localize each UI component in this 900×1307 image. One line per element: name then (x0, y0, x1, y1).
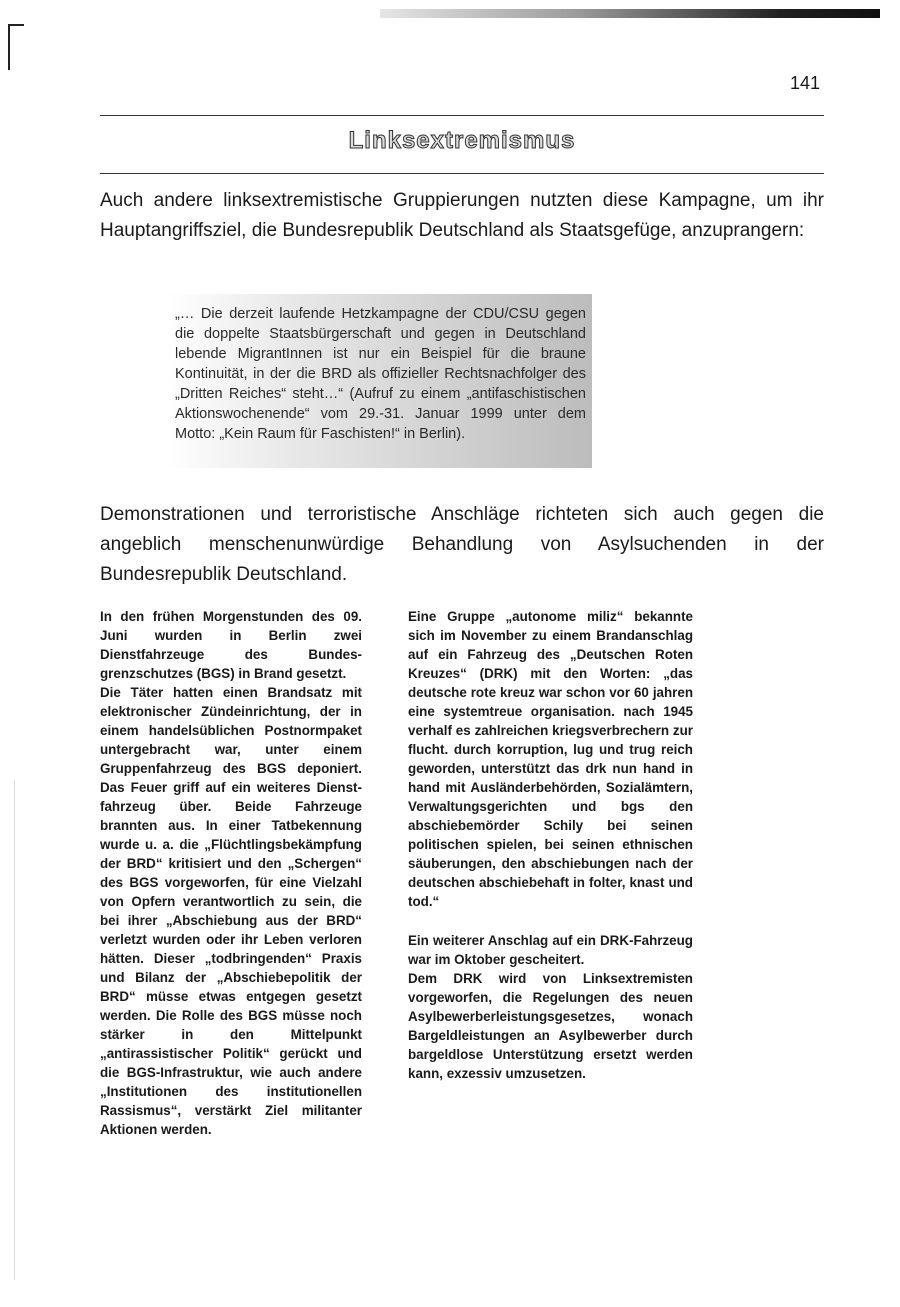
left-column-paragraph: In den frühen Morgenstunden des 09. Juni wurden in Berlin zwei Dienstfahrzeuge des Bundesgrenzschutzes (BGS) in Brand gesetzt. (100, 609, 362, 681)
intro-paragraph: Auch andere linksextremistische Gruppierungen nutzten diese Kampagne, um ihr Hauptangriffsziel, die Bundesrepublik Deutschland als Staatsgefüge, anzuprangern: (100, 190, 824, 241)
left-column-paragraph: Die Täter hatten einen Brandsatz mit elektronischer Zündeinrichtung, der in einem handelsüblichen Postnormpaket untergebracht war, unter einem Gruppenfahrzeug des BGS deponiert. Das Feuer griff auf ein weiteres Dienstfahrzeug über. Beide Fahrzeuge brannten aus. In einer Tatbekennung wurde u. a. die „Flüchtlingsbekämpfung der BRD“ kritisiert und den „Schergen“ des BGS vorgeworfen, für eine Vielzahl von Opfern verantwortlich zu sein, die bei ihrer „Abschiebung aus der BRD“ verletzt wurden oder ihr Leben verloren hätten. Dieser „todbringenden“ Praxis und Bilanz der „Abschiebepolitik der BRD“ müsse etwas entgegen gesetzt werden. Die Rolle des BGS müsse noch stärker in den Mittelpunkt „antirassistischer Politik“ gerückt und die BGS-Infrastruktur, wie auch andere „Institutionen des institutionellen Rassismus“, verstärkt Ziel militanter Aktionen werden. (100, 685, 362, 1137)
right-column-paragraph: Dem DRK wird von Linksextremisten vorgeworfen, die Regelungen des neuen Asylbewerberleistungsgesetzes, wonach Bargeldleistungen an Asylbewerber durch bargeldlose Unterstützung ersetzt werden kann, exzessiv umzusetzen. (408, 971, 693, 1081)
header-rule-bottom (100, 173, 824, 174)
right-column-paragraph: Eine Gruppe „autonome miliz“ bekannte sich im November zu einem Brandanschlag auf ein Fahrzeug des „Deutschen Roten Kreuzes“ (DRK) mit den Worten: „das deutsche rote kreuz war schon vor 60 jahren eine systemtreue organisation. nach 1945 verhalf es zahlreichen kriegsverbrechern zur flucht. durch korruption, lug und trug reich geworden, unterstützt das drk nun hand in hand mit Ausländerbehörden, Sozialämtern, Verwaltungsgerichten und bgs den abschiebemörder Schily bei seinen politischen spielen, bei seinen ethnischen säuberungen, den abschiebungen nach der deutschen abschiebehaft in folter, knast und tod.“ (408, 609, 693, 909)
scan-corner-mark (8, 24, 24, 26)
quote-box (165, 294, 592, 468)
section-title: Linksextremismus (348, 127, 576, 154)
left-column (100, 607, 362, 1139)
lead-paragraph: Demonstrationen und terroristische Anschläge richteten sich auch gegen die angeblich menschenunwürdige Behandlung von Asylsuchenden in der Bundesrepublik Deutschland. (100, 504, 824, 585)
right-column-paragraph: Ein weiterer Anschlag auf ein DRK-Fahrzeug war im Oktober gescheitert. (408, 933, 693, 967)
scan-corner-mark-vertical (8, 24, 10, 70)
scan-top-band (380, 9, 880, 18)
quote-text: „… Die derzeit laufende Hetzkampagne der CDU/CSU gegen die doppelte Staatsbürgerschaft und gegen in Deutschland lebende MigrantInnen ist nur ein Beispiel für die braune Kontinuität, in der die BRD als offizieller Rechtsnachfolger des „Dritten Reiches“ steht…“ (Aufruf zu einem „antifaschistischen Aktionswochenende“ vom 29.-31. Januar 1999 unter dem Motto: „Kein Raum für Faschisten!“ in Berlin). (175, 306, 586, 442)
header-rule-top (100, 115, 824, 116)
right-column (408, 607, 693, 1083)
page-number: 141 (789, 73, 820, 93)
scan-edge-shadow (14, 780, 15, 1280)
